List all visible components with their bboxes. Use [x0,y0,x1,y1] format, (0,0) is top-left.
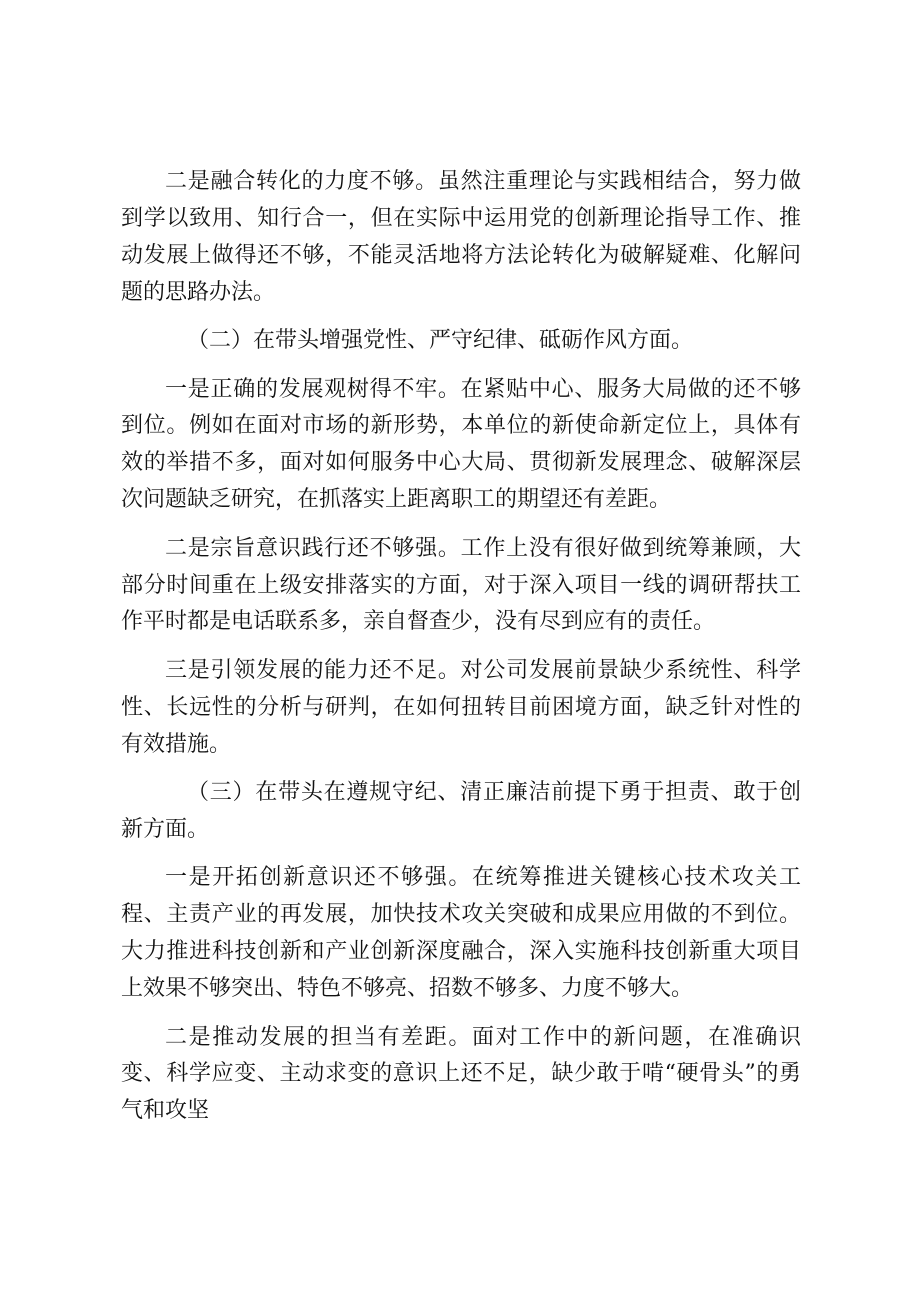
paragraph-innovation-awareness: 一是开拓创新意识还不够强。在统筹推进关键核心技术攻关工程、主责产业的再发展，加快技术攻关突破和成果应用做的不到位。大力推进科技创新和产业创新深度融合，深入实施科技创新重大项目上效果不够突出、特色不够亮、招数不够多、力度不够大。 [121,865,801,1002]
document-body [121,164,801,1142]
paragraph-responsibility-gap: 二是推动发展的担当有差距。面对工作中的新问题，在准确识变、科学应变、主动求变的意识上还不足，缺少敢于啃“硬骨头”的勇气和攻坚 [121,1024,801,1124]
section-heading-2: （二）在带头增强党性、严守纪律、砥砺作风方面。 [187,328,694,354]
paragraph-integration: 二是融合转化的力度不够。虽然注重理论与实践相结合，努力做到学以致用、知行合一，但在实际中运用党的创新理论指导工作、推动发展上做得还不够，不能灵活地将方法论转化为破解疑难、化解问题的思路办法。 [121,169,801,305]
paragraph-purpose-awareness: 二是宗旨意识践行还不够强。工作上没有很好做到统筹兼顾，大部分时间重在上级安排落实的方面，对于深入项目一线的调研帮扶工作平时都是电话联系多，亲自督查少，没有尽到应有的责任。 [121,535,801,635]
paragraph-leadership-ability: 三是引领发展的能力还不足。对公司发展前景缺少系统性、科学性、长远性的分析与研判，在如何扭转目前困境方面，缺乏针对性的有效措施。 [121,657,801,757]
paragraph-development-view: 一是正确的发展观树得不牢。在紧贴中心、服务大局做的还不够到位。例如在面对市场的新形势，本单位的新使命新定位上，具体有效的举措不多，面对如何服务中心大局、贯彻新发展理念、破解深层次问题缺乏研究，在抓落实上距离职工的期望还有差距。 [121,376,801,513]
section-heading-3: （三）在带头在遵规守纪、清正廉洁前提下勇于担责、敢于创新方面。 [121,780,801,842]
